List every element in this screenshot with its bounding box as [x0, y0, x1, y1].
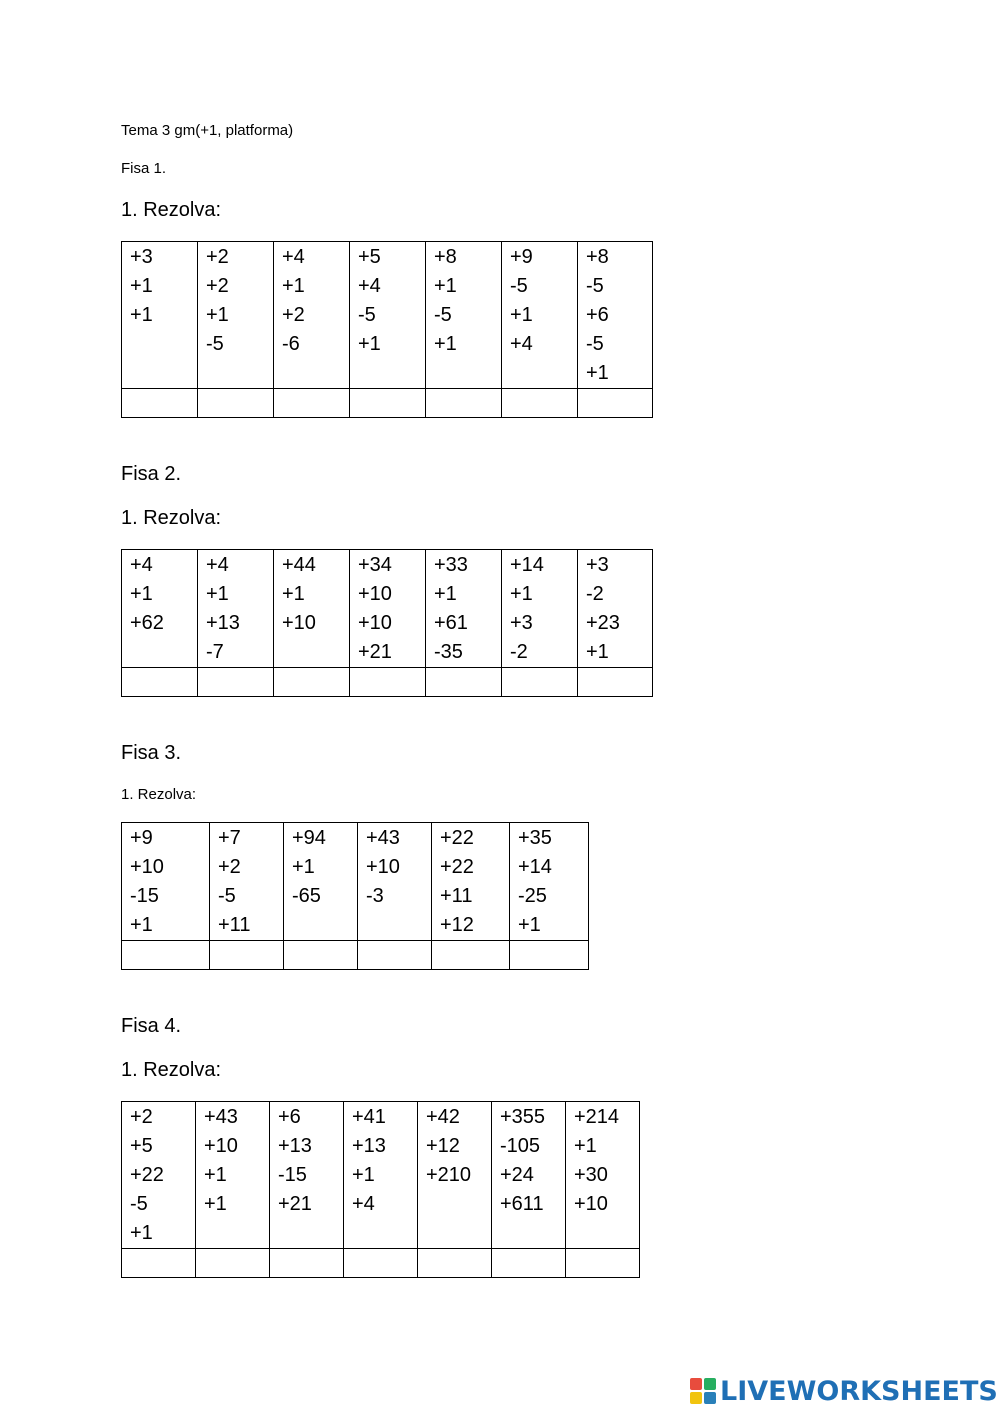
exercise-table-1	[121, 241, 653, 418]
operand-value: +1	[434, 583, 457, 605]
answer-cell[interactable]	[284, 941, 358, 970]
operand-value: +2	[218, 856, 241, 878]
operand-value: +1	[518, 914, 541, 936]
operand-value: +7	[218, 827, 241, 849]
operand-cell	[344, 1102, 418, 1249]
answer-cell[interactable]	[578, 668, 653, 697]
operand-value: +2	[206, 246, 229, 268]
answer-row[interactable]	[122, 389, 653, 418]
answer-row[interactable]	[122, 1249, 640, 1278]
section-4-task: 1. Rezolva:	[121, 1059, 222, 1081]
operand-value: +12	[440, 914, 474, 936]
operand-value: +24	[500, 1164, 534, 1186]
operand-cell	[274, 242, 350, 389]
operand-cell	[426, 242, 502, 389]
operand-value: +11	[440, 885, 473, 907]
operand-value: +33	[434, 554, 468, 576]
answer-cell[interactable]	[358, 941, 432, 970]
operand-cell	[492, 1102, 566, 1249]
answer-cell[interactable]	[198, 668, 274, 697]
section-2-task: 1. Rezolva:	[121, 507, 222, 529]
answer-cell[interactable]	[502, 668, 578, 697]
answer-cell[interactable]	[344, 1249, 418, 1278]
answer-cell[interactable]	[196, 1249, 270, 1278]
operand-value: +1	[434, 275, 457, 297]
operand-value: -35	[434, 641, 463, 663]
operand-value: +42	[426, 1106, 460, 1128]
operand-value: -2	[510, 641, 528, 663]
operand-value: -15	[278, 1164, 307, 1186]
operand-value: +1	[434, 333, 457, 355]
answer-cell[interactable]	[510, 941, 589, 970]
liveworksheets-logo	[690, 1373, 998, 1409]
operand-cell	[122, 1102, 196, 1249]
operand-value: +1	[130, 1222, 153, 1244]
operand-value: +355	[500, 1106, 546, 1128]
operand-value: -3	[366, 885, 384, 907]
operand-value: +14	[518, 856, 552, 878]
answer-row[interactable]	[122, 941, 589, 970]
operand-value: -2	[586, 583, 604, 605]
answer-cell[interactable]	[122, 668, 198, 697]
operand-cell	[270, 1102, 344, 1249]
operand-cell	[350, 242, 426, 389]
operand-value: +41	[352, 1106, 386, 1128]
answer-row[interactable]	[122, 668, 653, 697]
operand-value: +13	[278, 1135, 312, 1157]
operand-value: +2	[282, 304, 305, 326]
operand-cell	[358, 823, 432, 941]
operand-value: +1	[282, 275, 305, 297]
answer-cell[interactable]	[578, 389, 653, 418]
operand-value: +1	[206, 583, 229, 605]
operand-value: -25	[518, 885, 547, 907]
operand-cell	[510, 823, 589, 941]
answer-cell[interactable]	[198, 389, 274, 418]
operand-value: +1	[352, 1164, 375, 1186]
operand-value: -15	[130, 885, 159, 907]
section-3-task: 1. Rezolva:	[121, 786, 197, 803]
operand-value: +4	[130, 554, 153, 576]
operand-value: +94	[292, 827, 326, 849]
operand-value: +5	[358, 246, 381, 268]
operand-value: +1	[292, 856, 315, 878]
operand-value: +22	[440, 856, 474, 878]
operand-value: +13	[206, 612, 240, 634]
operand-value: +21	[278, 1193, 312, 1215]
operand-value: +10	[130, 856, 164, 878]
operand-value: -5	[510, 275, 528, 297]
operand-value: +1	[586, 641, 609, 663]
operand-cell	[350, 550, 426, 668]
operand-value: +10	[574, 1193, 608, 1215]
answer-cell[interactable]	[426, 389, 502, 418]
operand-value: +21	[358, 641, 392, 663]
section-4-heading: Fisa 4.	[121, 1015, 182, 1037]
operand-value: +22	[130, 1164, 164, 1186]
values-row	[122, 242, 653, 389]
operand-cell	[426, 550, 502, 668]
answer-cell[interactable]	[350, 389, 426, 418]
sheet-1-label: Fisa 1.	[121, 160, 167, 177]
operand-value: +10	[366, 856, 400, 878]
logo-mark-icon	[690, 1378, 716, 1404]
operand-value: +4	[358, 275, 381, 297]
operand-cell	[274, 550, 350, 668]
operand-value: +3	[586, 554, 609, 576]
operand-value: +44	[282, 554, 316, 576]
operand-value: -105	[500, 1135, 541, 1157]
operand-value: +35	[518, 827, 552, 849]
operand-value: +4	[352, 1193, 375, 1215]
operand-value: -5	[358, 304, 376, 326]
operand-value: +2	[130, 1106, 153, 1128]
answer-cell[interactable]	[274, 389, 350, 418]
answer-cell[interactable]	[350, 668, 426, 697]
operand-value: +10	[358, 612, 392, 634]
operand-value: +1	[510, 583, 533, 605]
operand-value: +214	[574, 1106, 620, 1128]
operand-value: -65	[292, 885, 321, 907]
operand-value: -6	[282, 333, 300, 355]
values-row	[122, 1102, 640, 1249]
answer-cell[interactable]	[274, 668, 350, 697]
operand-value: +8	[586, 246, 609, 268]
answer-cell[interactable]	[210, 941, 284, 970]
operand-cell	[432, 823, 510, 941]
operand-value: -5	[434, 304, 452, 326]
operand-value: +4	[282, 246, 305, 268]
operand-value: +14	[510, 554, 544, 576]
exercise-table-4	[121, 1101, 640, 1278]
operand-cell	[578, 242, 653, 389]
answer-cell[interactable]	[122, 1249, 196, 1278]
operand-cell	[502, 242, 578, 389]
operand-cell	[502, 550, 578, 668]
operand-value: +10	[204, 1135, 238, 1157]
operand-cell	[122, 242, 198, 389]
exercise-table-2	[121, 549, 653, 697]
operand-value: +3	[130, 246, 153, 268]
operand-value: +4	[206, 554, 229, 576]
operand-value: +1	[204, 1164, 227, 1186]
answer-cell[interactable]	[432, 941, 510, 970]
operand-value: +8	[434, 246, 457, 268]
operand-value: +1	[130, 275, 153, 297]
operand-value: +4	[510, 333, 533, 355]
operand-value: +43	[366, 827, 400, 849]
operand-cell	[198, 242, 274, 389]
section-3-heading: Fisa 3.	[121, 742, 182, 764]
operand-value: +1	[130, 914, 153, 936]
answer-cell[interactable]	[418, 1249, 492, 1278]
operand-cell	[566, 1102, 640, 1249]
answer-cell[interactable]	[502, 389, 578, 418]
operand-cell	[578, 550, 653, 668]
operand-value: +30	[574, 1164, 608, 1186]
operand-value: +2	[206, 275, 229, 297]
operand-value: +13	[352, 1135, 386, 1157]
values-row	[122, 823, 589, 941]
operand-value: +11	[218, 914, 251, 936]
operand-value: +6	[586, 304, 609, 326]
operand-value: -5	[218, 885, 236, 907]
values-row	[122, 550, 653, 668]
operand-value: +611	[500, 1193, 544, 1215]
exercise-table-3	[121, 822, 589, 970]
logo-text: LIVEWORKSHEETS	[720, 1375, 998, 1407]
operand-value: +10	[358, 583, 392, 605]
answer-cell[interactable]	[122, 941, 210, 970]
document-title: Tema 3 gm(+1, platforma)	[121, 122, 294, 139]
answer-cell[interactable]	[122, 389, 198, 418]
operand-value: +34	[358, 554, 392, 576]
answer-cell[interactable]	[270, 1249, 344, 1278]
operand-cell	[210, 823, 284, 941]
operand-value: +62	[130, 612, 164, 634]
operand-value: +1	[206, 304, 229, 326]
operand-value: +1	[510, 304, 533, 326]
operand-value: +9	[130, 827, 153, 849]
section-1-task: 1. Rezolva:	[121, 199, 222, 221]
operand-value: +210	[426, 1164, 472, 1186]
operand-value: +1	[574, 1135, 597, 1157]
answer-cell[interactable]	[426, 668, 502, 697]
operand-value: +12	[426, 1135, 460, 1157]
operand-value: +22	[440, 827, 474, 849]
answer-cell[interactable]	[492, 1249, 566, 1278]
operand-value: +61	[434, 612, 468, 634]
operand-value: -5	[130, 1193, 148, 1215]
operand-value: +1	[130, 304, 153, 326]
operand-value: +6	[278, 1106, 301, 1128]
operand-cell	[418, 1102, 492, 1249]
operand-value: +3	[510, 612, 533, 634]
operand-value: +1	[204, 1193, 227, 1215]
operand-value: +1	[130, 583, 153, 605]
operand-value: +1	[282, 583, 305, 605]
operand-value: +23	[586, 612, 620, 634]
operand-value: +10	[282, 612, 316, 634]
operand-value: +1	[358, 333, 381, 355]
operand-value: +9	[510, 246, 533, 268]
answer-cell[interactable]	[566, 1249, 640, 1278]
operand-value: -5	[586, 275, 604, 297]
operand-cell	[122, 823, 210, 941]
operand-value: -7	[206, 641, 224, 663]
operand-value: -5	[586, 333, 604, 355]
operand-cell	[284, 823, 358, 941]
operand-value: +1	[586, 362, 609, 384]
operand-cell	[196, 1102, 270, 1249]
operand-value: +43	[204, 1106, 238, 1128]
operand-value: -5	[206, 333, 224, 355]
section-2-heading: Fisa 2.	[121, 463, 182, 485]
operand-cell	[198, 550, 274, 668]
operand-cell	[122, 550, 198, 668]
operand-value: +5	[130, 1135, 153, 1157]
